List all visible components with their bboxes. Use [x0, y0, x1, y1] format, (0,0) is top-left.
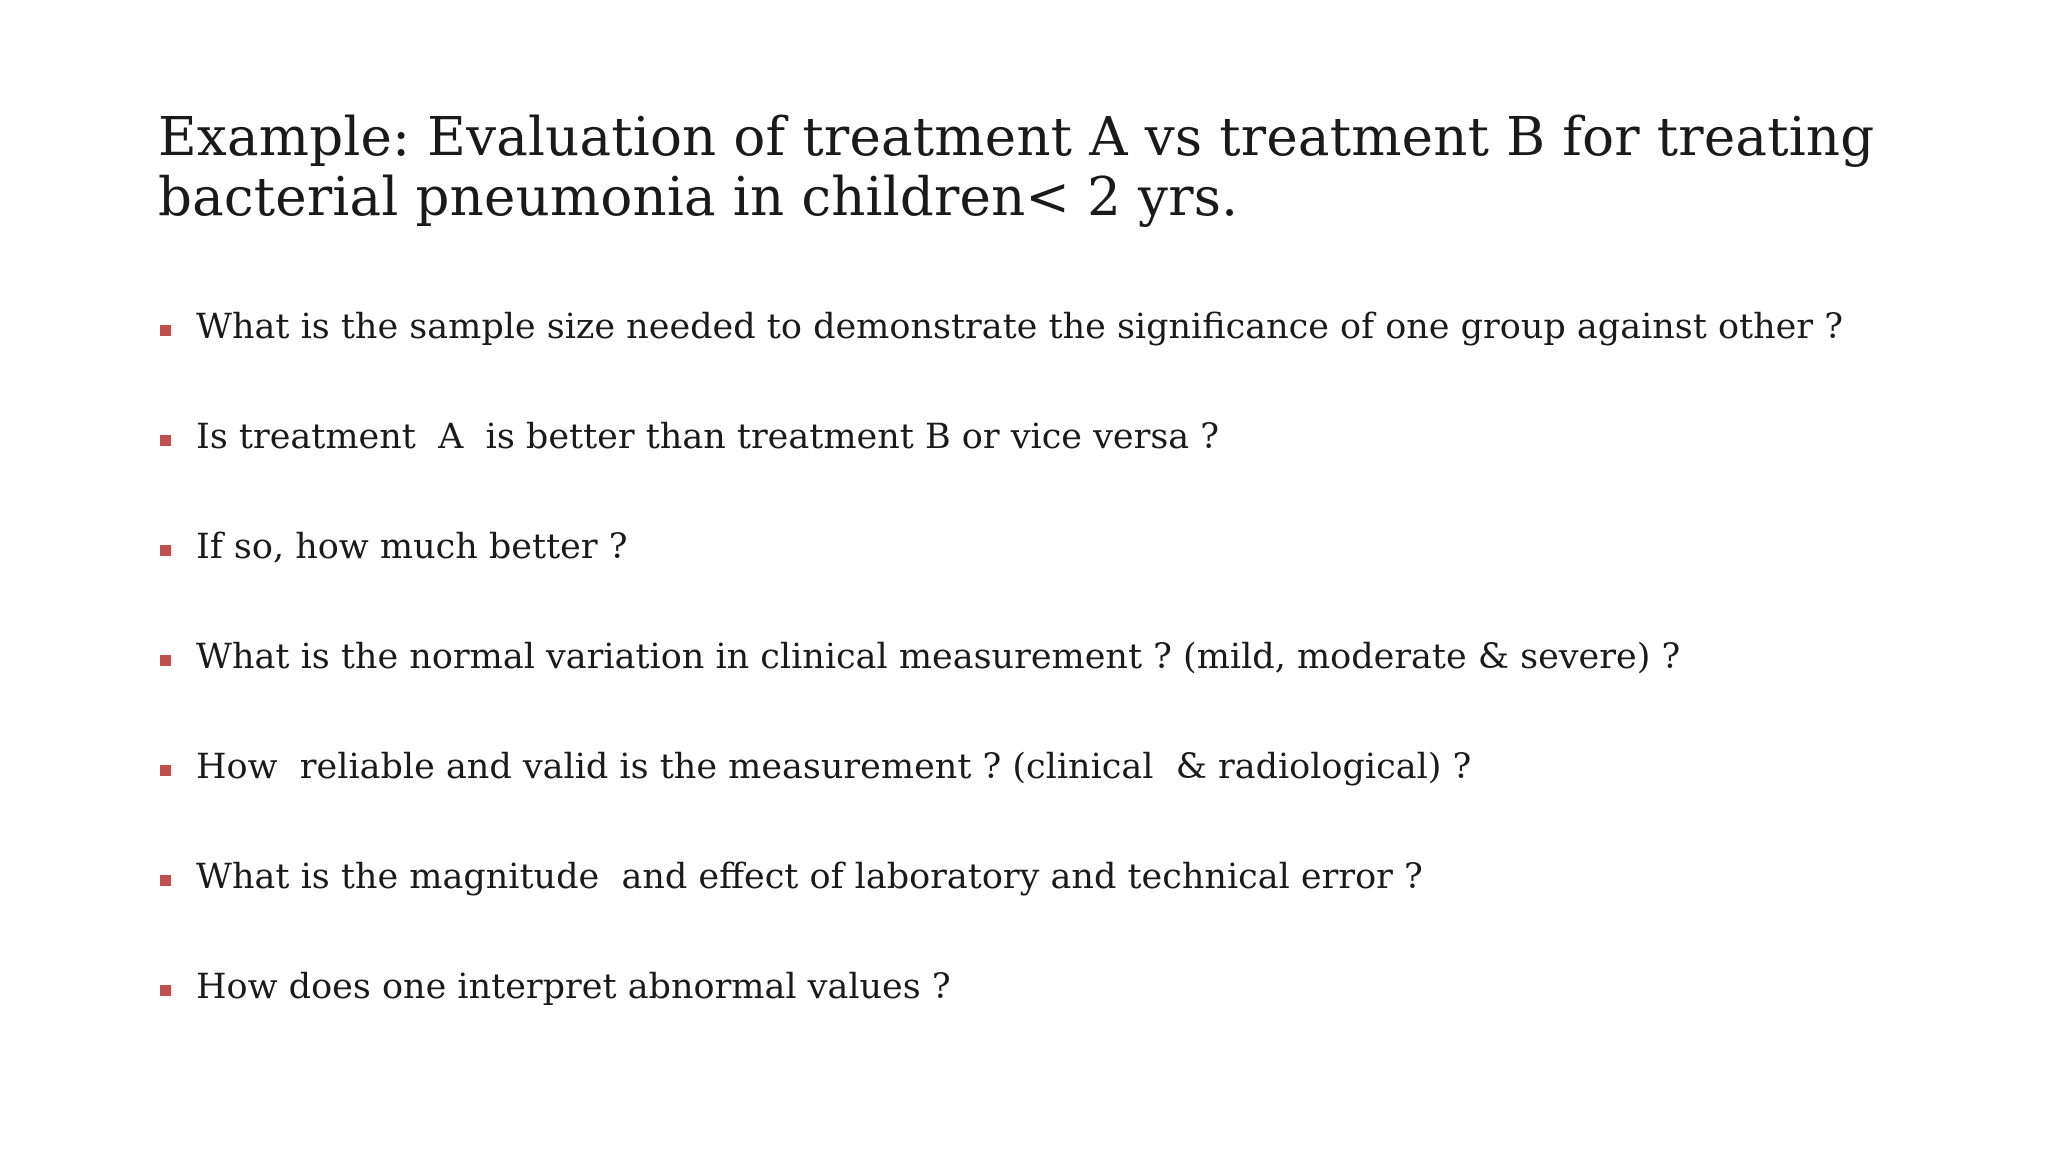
square-bullet-icon	[160, 545, 171, 556]
square-bullet-icon	[160, 325, 171, 336]
bullet-item-how-much-better	[158, 520, 1958, 630]
bullet-item-treatment-comparison	[158, 410, 1958, 520]
bullet-item-normal-variation	[158, 630, 1958, 740]
bullet-text: Is treatment A is better than treatment B or vice versa ?	[196, 417, 1220, 457]
square-bullet-icon	[160, 435, 171, 446]
bullet-text: How reliable and valid is the measurement ? (clinical & radiological) ?	[196, 747, 1472, 787]
square-bullet-icon	[160, 765, 171, 776]
bullet-text: What is the normal variation in clinical measurement ? (mild, moderate & severe) ?	[196, 637, 1681, 677]
bullet-text: What is the sample size needed to demonstrate the significance of one group against other ?	[196, 307, 1843, 347]
bullet-text: What is the magnitude and effect of laboratory and technical error ?	[196, 857, 1423, 897]
square-bullet-icon	[160, 985, 171, 996]
bullet-item-reliability	[158, 740, 1958, 850]
bullet-list	[158, 300, 1958, 1070]
slide-title	[158, 108, 1938, 228]
square-bullet-icon	[160, 655, 171, 666]
bullet-item-lab-error	[158, 850, 1958, 960]
bullet-text: If so, how much better ?	[196, 527, 628, 567]
bullet-text: How does one interpret abnormal values ?	[196, 967, 951, 1007]
square-bullet-icon	[160, 875, 171, 886]
title-line-1: Example: Evaluation of treatment A vs treatment B for treating	[158, 107, 1875, 168]
title-line-2: bacterial pneumonia in children< 2 yrs.	[158, 167, 1239, 228]
bullet-item-sample-size	[158, 300, 1958, 410]
bullet-item-abnormal-values	[158, 960, 1958, 1070]
